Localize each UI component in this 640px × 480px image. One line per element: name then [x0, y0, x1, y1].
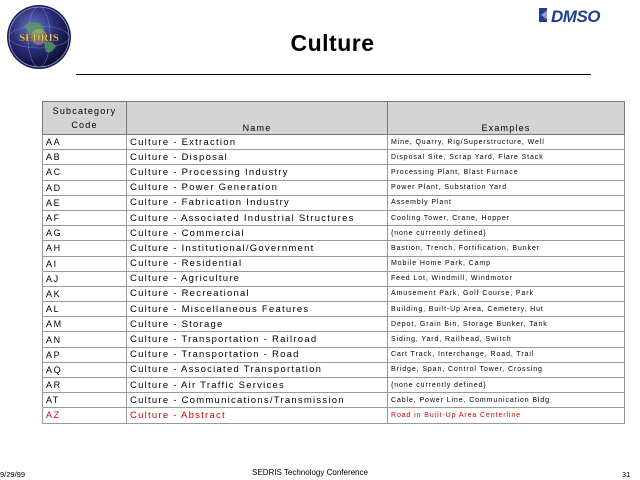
- cell-code: AR: [43, 378, 127, 393]
- cell-code: AL: [43, 302, 127, 317]
- table-row: [43, 332, 625, 347]
- cell-name: Culture - Fabrication Industry: [127, 195, 388, 210]
- table-row: [43, 150, 625, 165]
- cell-examples: Processing Plant, Blast Furnace: [388, 165, 625, 180]
- table-row: [43, 286, 625, 301]
- header-subcategory-code: [43, 102, 127, 135]
- header-examples: Examples: [388, 102, 625, 135]
- cell-examples: Power Plant, Substation Yard: [388, 180, 625, 195]
- cell-code: AT: [43, 393, 127, 408]
- cell-examples: Cooling Tower, Crane, Hopper: [388, 210, 625, 225]
- cell-examples: Amusement Park, Golf Course, Park: [388, 286, 625, 301]
- cell-code: AQ: [43, 362, 127, 377]
- slide-title: Culture: [290, 30, 375, 56]
- table-row: [43, 180, 625, 195]
- dmso-logo: [537, 4, 623, 26]
- cell-name: Culture - Agriculture: [127, 271, 388, 286]
- header-name: Name: [127, 102, 388, 135]
- table-row: [43, 362, 625, 377]
- cell-code: AF: [43, 210, 127, 225]
- table-row: [43, 135, 625, 150]
- cell-examples: Disposal Site, Scrap Yard, Flare Stack: [388, 150, 625, 165]
- cell-examples: Feed Lot, Windmill, Windmotor: [388, 271, 625, 286]
- table-row: [43, 302, 625, 317]
- cell-name: Culture - Miscellaneous Features: [127, 302, 388, 317]
- cell-code: AA: [43, 135, 127, 150]
- cell-name: Culture - Extraction: [127, 135, 388, 150]
- cell-name: Culture - Air Traffic Services: [127, 378, 388, 393]
- cell-examples: Cable, Power Line, Communication Bldg: [388, 393, 625, 408]
- cell-code: AJ: [43, 271, 127, 286]
- cell-name: Culture - Power Generation: [127, 180, 388, 195]
- cell-name: Culture - Associated Industrial Structures: [127, 210, 388, 225]
- cell-name: Culture - Disposal: [127, 150, 388, 165]
- table-row: [43, 317, 625, 332]
- cell-code: AG: [43, 226, 127, 241]
- footer-conference: SEDRIS Technology Conference: [252, 468, 368, 477]
- cell-code: AI: [43, 256, 127, 271]
- cell-code: AH: [43, 241, 127, 256]
- cell-name: Culture - Associated Transportation: [127, 362, 388, 377]
- dmso-logo-text: DMSO: [551, 7, 600, 26]
- table-row: [43, 378, 625, 393]
- cell-code: AE: [43, 195, 127, 210]
- header-code-line2: Code: [71, 120, 98, 130]
- cell-code: AC: [43, 165, 127, 180]
- cell-examples: Mine, Quarry, Rig/Superstructure, Well: [388, 135, 625, 150]
- cell-examples: Bastion, Trench, Fortification, Bunker: [388, 241, 625, 256]
- culture-table: [42, 101, 625, 424]
- cell-code: AZ: [43, 408, 127, 423]
- table-row: [43, 347, 625, 362]
- cell-name: Culture - Transportation - Road: [127, 347, 388, 362]
- cell-code: AM: [43, 317, 127, 332]
- cell-examples: Cart Track, Interchange, Road, Trail: [388, 347, 625, 362]
- cell-examples: Road in Built-Up Area Centerline: [388, 408, 625, 423]
- table-row: [43, 393, 625, 408]
- title-divider: [76, 74, 591, 75]
- sedris-logo-text: SEDRIS: [19, 32, 59, 44]
- table-body: [43, 135, 625, 424]
- table-row: [43, 271, 625, 286]
- footer-page-number: 31: [622, 470, 631, 479]
- cell-code: AD: [43, 180, 127, 195]
- table-row: [43, 195, 625, 210]
- cell-examples: Building, Built-Up Area, Cemetery, Hut: [388, 302, 625, 317]
- cell-examples: Siding, Yard, Railhead, Switch: [388, 332, 625, 347]
- table-row: [43, 241, 625, 256]
- cell-name: Culture - Communications/Transmission: [127, 393, 388, 408]
- cell-examples: Assembly Plant: [388, 195, 625, 210]
- cell-name: Culture - Recreational: [127, 286, 388, 301]
- cell-name: Culture - Abstract: [127, 408, 388, 423]
- header-code-line1: Subcategory: [52, 106, 117, 116]
- cell-name: Culture - Institutional/Government: [127, 241, 388, 256]
- cell-code: AN: [43, 332, 127, 347]
- cell-code: AK: [43, 286, 127, 301]
- cell-name: Culture - Storage: [127, 317, 388, 332]
- cell-name: Culture - Residential: [127, 256, 388, 271]
- table-row: [43, 408, 625, 423]
- cell-name: Culture - Processing Industry: [127, 165, 388, 180]
- cell-code: AB: [43, 150, 127, 165]
- table-row: [43, 256, 625, 271]
- table-row: [43, 165, 625, 180]
- cell-examples: {none currently defined}: [388, 226, 625, 241]
- cell-code: AP: [43, 347, 127, 362]
- footer-date: 9/29/99: [0, 470, 26, 479]
- cell-examples: Depot, Grain Bin, Storage Bunker, Tank: [388, 317, 625, 332]
- cell-examples: Bridge, Span, Control Tower, Crossing: [388, 362, 625, 377]
- cell-examples: {none currently defined}: [388, 378, 625, 393]
- cell-examples: Mobile Home Park, Camp: [388, 256, 625, 271]
- table-row: [43, 210, 625, 225]
- table-row: [43, 226, 625, 241]
- cell-name: Culture - Transportation - Railroad: [127, 332, 388, 347]
- cell-name: Culture - Commercial: [127, 226, 388, 241]
- table-header-row: [43, 102, 625, 135]
